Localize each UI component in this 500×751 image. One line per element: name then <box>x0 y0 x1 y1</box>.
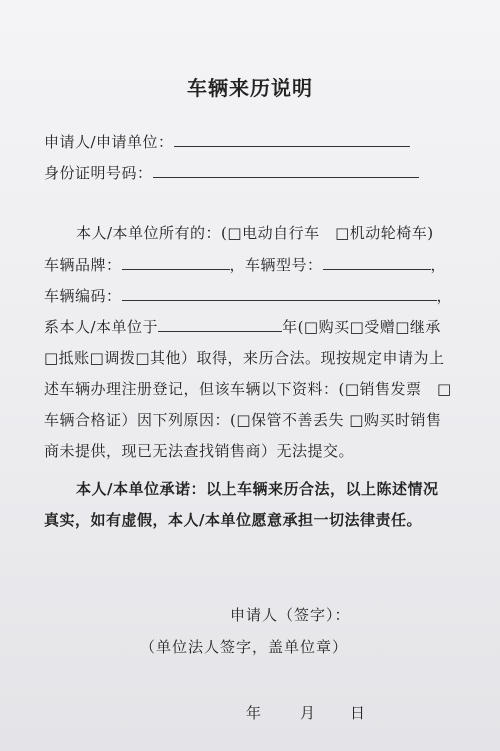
brand-label: 车辆品牌： <box>44 256 122 274</box>
id-label: 身份证明号码： <box>44 164 153 182</box>
applicant-row <box>44 131 410 152</box>
date-day: 日 <box>350 704 367 722</box>
body-line-2: □抵账□调拨□其他）取得，来历合法。现按规定申请为上 <box>44 349 445 367</box>
acquired-year-blank[interactable] <box>158 317 282 332</box>
brand-blank[interactable] <box>122 255 230 270</box>
date-month: 月 <box>300 704 317 722</box>
date-year: 年 <box>246 704 263 722</box>
code-label: 车辆编码： <box>44 287 122 305</box>
document-title: 车辆来历说明 <box>187 76 313 100</box>
applicant-label: 申请人/申请单位： <box>44 133 174 151</box>
model-label: ，车辆型号： <box>229 256 323 274</box>
brand-model-row <box>44 254 446 275</box>
seal-note: （单位法人签字，盖单位章） <box>140 638 349 656</box>
id-blank[interactable] <box>153 163 419 178</box>
acquired-prefix: 系本人/本单位于 <box>44 318 159 336</box>
code-blank[interactable] <box>122 286 437 301</box>
body-line-3: 述车辆办理注册登记，但该车辆以下资料：(□销售发票 □ <box>44 380 452 398</box>
applicant-blank[interactable] <box>174 132 410 147</box>
promise-line-2: 真实，如有虚假，本人/本单位愿意承担一切法律责任。 <box>44 511 422 529</box>
promise-line-1: 本人/本单位承诺：以上车辆来历合法，以上陈述情况 <box>76 480 439 498</box>
model-blank[interactable] <box>323 255 431 270</box>
code-row <box>44 285 452 306</box>
code-end: ， <box>436 287 453 305</box>
body-line-4: 车辆合格证）因下列原因：(□保管不善丢失 □购买时销售 <box>44 411 442 429</box>
acquired-suffix: 年(□购买□受赠□继承 <box>282 318 441 336</box>
ownership-line: 本人/本单位所有的：(□电动自行车 □机动轮椅车) <box>76 224 434 242</box>
applicant-signature-label: 申请人（签字）： <box>230 606 351 624</box>
id-row <box>44 162 419 183</box>
body-line-5: 商未提供，现已无法查找销售商）无法提交。 <box>44 442 355 460</box>
model-end: ， <box>430 256 447 274</box>
acquired-row <box>44 316 441 337</box>
